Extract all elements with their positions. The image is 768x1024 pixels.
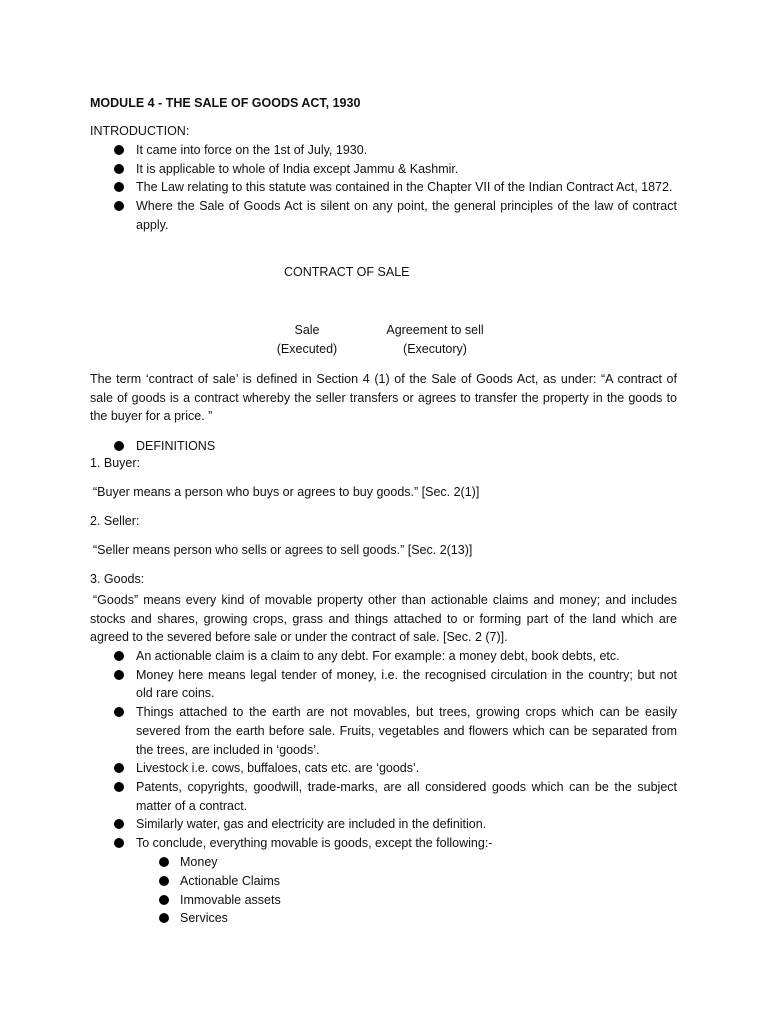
bullet-icon bbox=[114, 201, 124, 211]
branch-agreement-sub: (Executory) bbox=[403, 342, 467, 356]
bullet-icon bbox=[159, 857, 169, 867]
definitions-heading-list bbox=[90, 437, 677, 456]
branch-sale-sub: (Executed) bbox=[276, 342, 338, 356]
buyer-definition: “Buyer means a person who buys or agrees to buy goods.” [Sec. 2(1)] bbox=[93, 485, 480, 499]
bullet-icon bbox=[114, 782, 124, 792]
bullet-icon bbox=[114, 441, 124, 451]
introduction-heading: INTRODUCTION: bbox=[90, 124, 190, 138]
list-item: Things attached to the earth are not movables, but trees, growing crops which can be easily severed from the earth before sale. Fruits, vegetables and flowers which can be separated from the trees, are included in ‘goods’. bbox=[90, 703, 677, 759]
list-item: It is applicable to whole of India except Jammu & Kashmir. bbox=[90, 160, 677, 179]
branch-agreement: Agreement to sell bbox=[386, 323, 484, 337]
goods-label: 3. Goods: bbox=[90, 572, 145, 586]
goods-points-list bbox=[90, 647, 677, 853]
bullet-icon bbox=[114, 670, 124, 680]
list-item: Services bbox=[135, 909, 281, 928]
list-item: Where the Sale of Goods Act is silent on any point, the general principles of the law of contract apply. bbox=[90, 197, 677, 234]
buyer-label: 1. Buyer: bbox=[90, 456, 141, 470]
introduction-list bbox=[90, 141, 677, 235]
bullet-icon bbox=[159, 913, 169, 923]
list-item: An actionable claim is a claim to any debt. For example: a money debt, book debts, etc. bbox=[90, 647, 677, 666]
bullet-icon bbox=[159, 876, 169, 886]
list-item: To conclude, everything movable is goods, except the following:- bbox=[90, 834, 677, 853]
list-item: Livestock i.e. cows, buffaloes, cats etc. are ‘goods’. bbox=[90, 759, 677, 778]
list-item: It came into force on the 1st of July, 1930. bbox=[90, 141, 677, 160]
bullet-icon bbox=[114, 651, 124, 661]
contract-of-sale-heading: CONTRACT OF SALE bbox=[284, 265, 410, 279]
seller-definition: “Seller means person who sells or agrees to sell goods.” [Sec. 2(13)] bbox=[93, 543, 473, 557]
definitions-heading: DEFINITIONS bbox=[136, 439, 216, 453]
list-item: Actionable Claims bbox=[135, 872, 281, 891]
bullet-icon bbox=[114, 145, 124, 155]
bullet-icon bbox=[159, 895, 169, 905]
contract-of-sale-definition: The term ‘contract of sale’ is defined in Section 4 (1) of the Sale of Goods Act, as under: “A contract of sale of goods is a contract whereby the seller transfers or agrees to transfer the property in the goods to the buyer for a price. ” bbox=[90, 372, 677, 424]
bullet-icon bbox=[114, 182, 124, 192]
exceptions-list bbox=[135, 853, 281, 928]
list-item: Immovable assets bbox=[135, 891, 281, 910]
list-item bbox=[90, 437, 677, 456]
bullet-icon bbox=[114, 819, 124, 829]
list-item: Money bbox=[135, 853, 281, 872]
bullet-icon bbox=[114, 164, 124, 174]
seller-label: 2. Seller: bbox=[90, 514, 140, 528]
list-item: Similarly water, gas and electricity are included in the definition. bbox=[90, 815, 677, 834]
goods-definition: “Goods” means every kind of movable property other than actionable claims and money; and includes stocks and shares, growing crops, grass and things attached to or forming part of the land which are agreed to the severed before sale or under the contract of sale. [Sec. 2 (7)]. bbox=[90, 593, 677, 645]
bullet-icon bbox=[114, 707, 124, 717]
list-item: Patents, copyrights, goodwill, trade-marks, are all considered goods which can be the subject matter of a contract. bbox=[90, 778, 677, 815]
list-item: Money here means legal tender of money, i.e. the recognised circulation in the country; but not old rare coins. bbox=[90, 666, 677, 703]
bullet-icon bbox=[114, 838, 124, 848]
bullet-icon bbox=[114, 763, 124, 773]
module-title: MODULE 4 - THE SALE OF GOODS ACT, 1930 bbox=[90, 96, 361, 110]
branch-sale: Sale bbox=[294, 323, 320, 337]
list-item: The Law relating to this statute was contained in the Chapter VII of the Indian Contract Act, 1872. bbox=[90, 178, 677, 197]
